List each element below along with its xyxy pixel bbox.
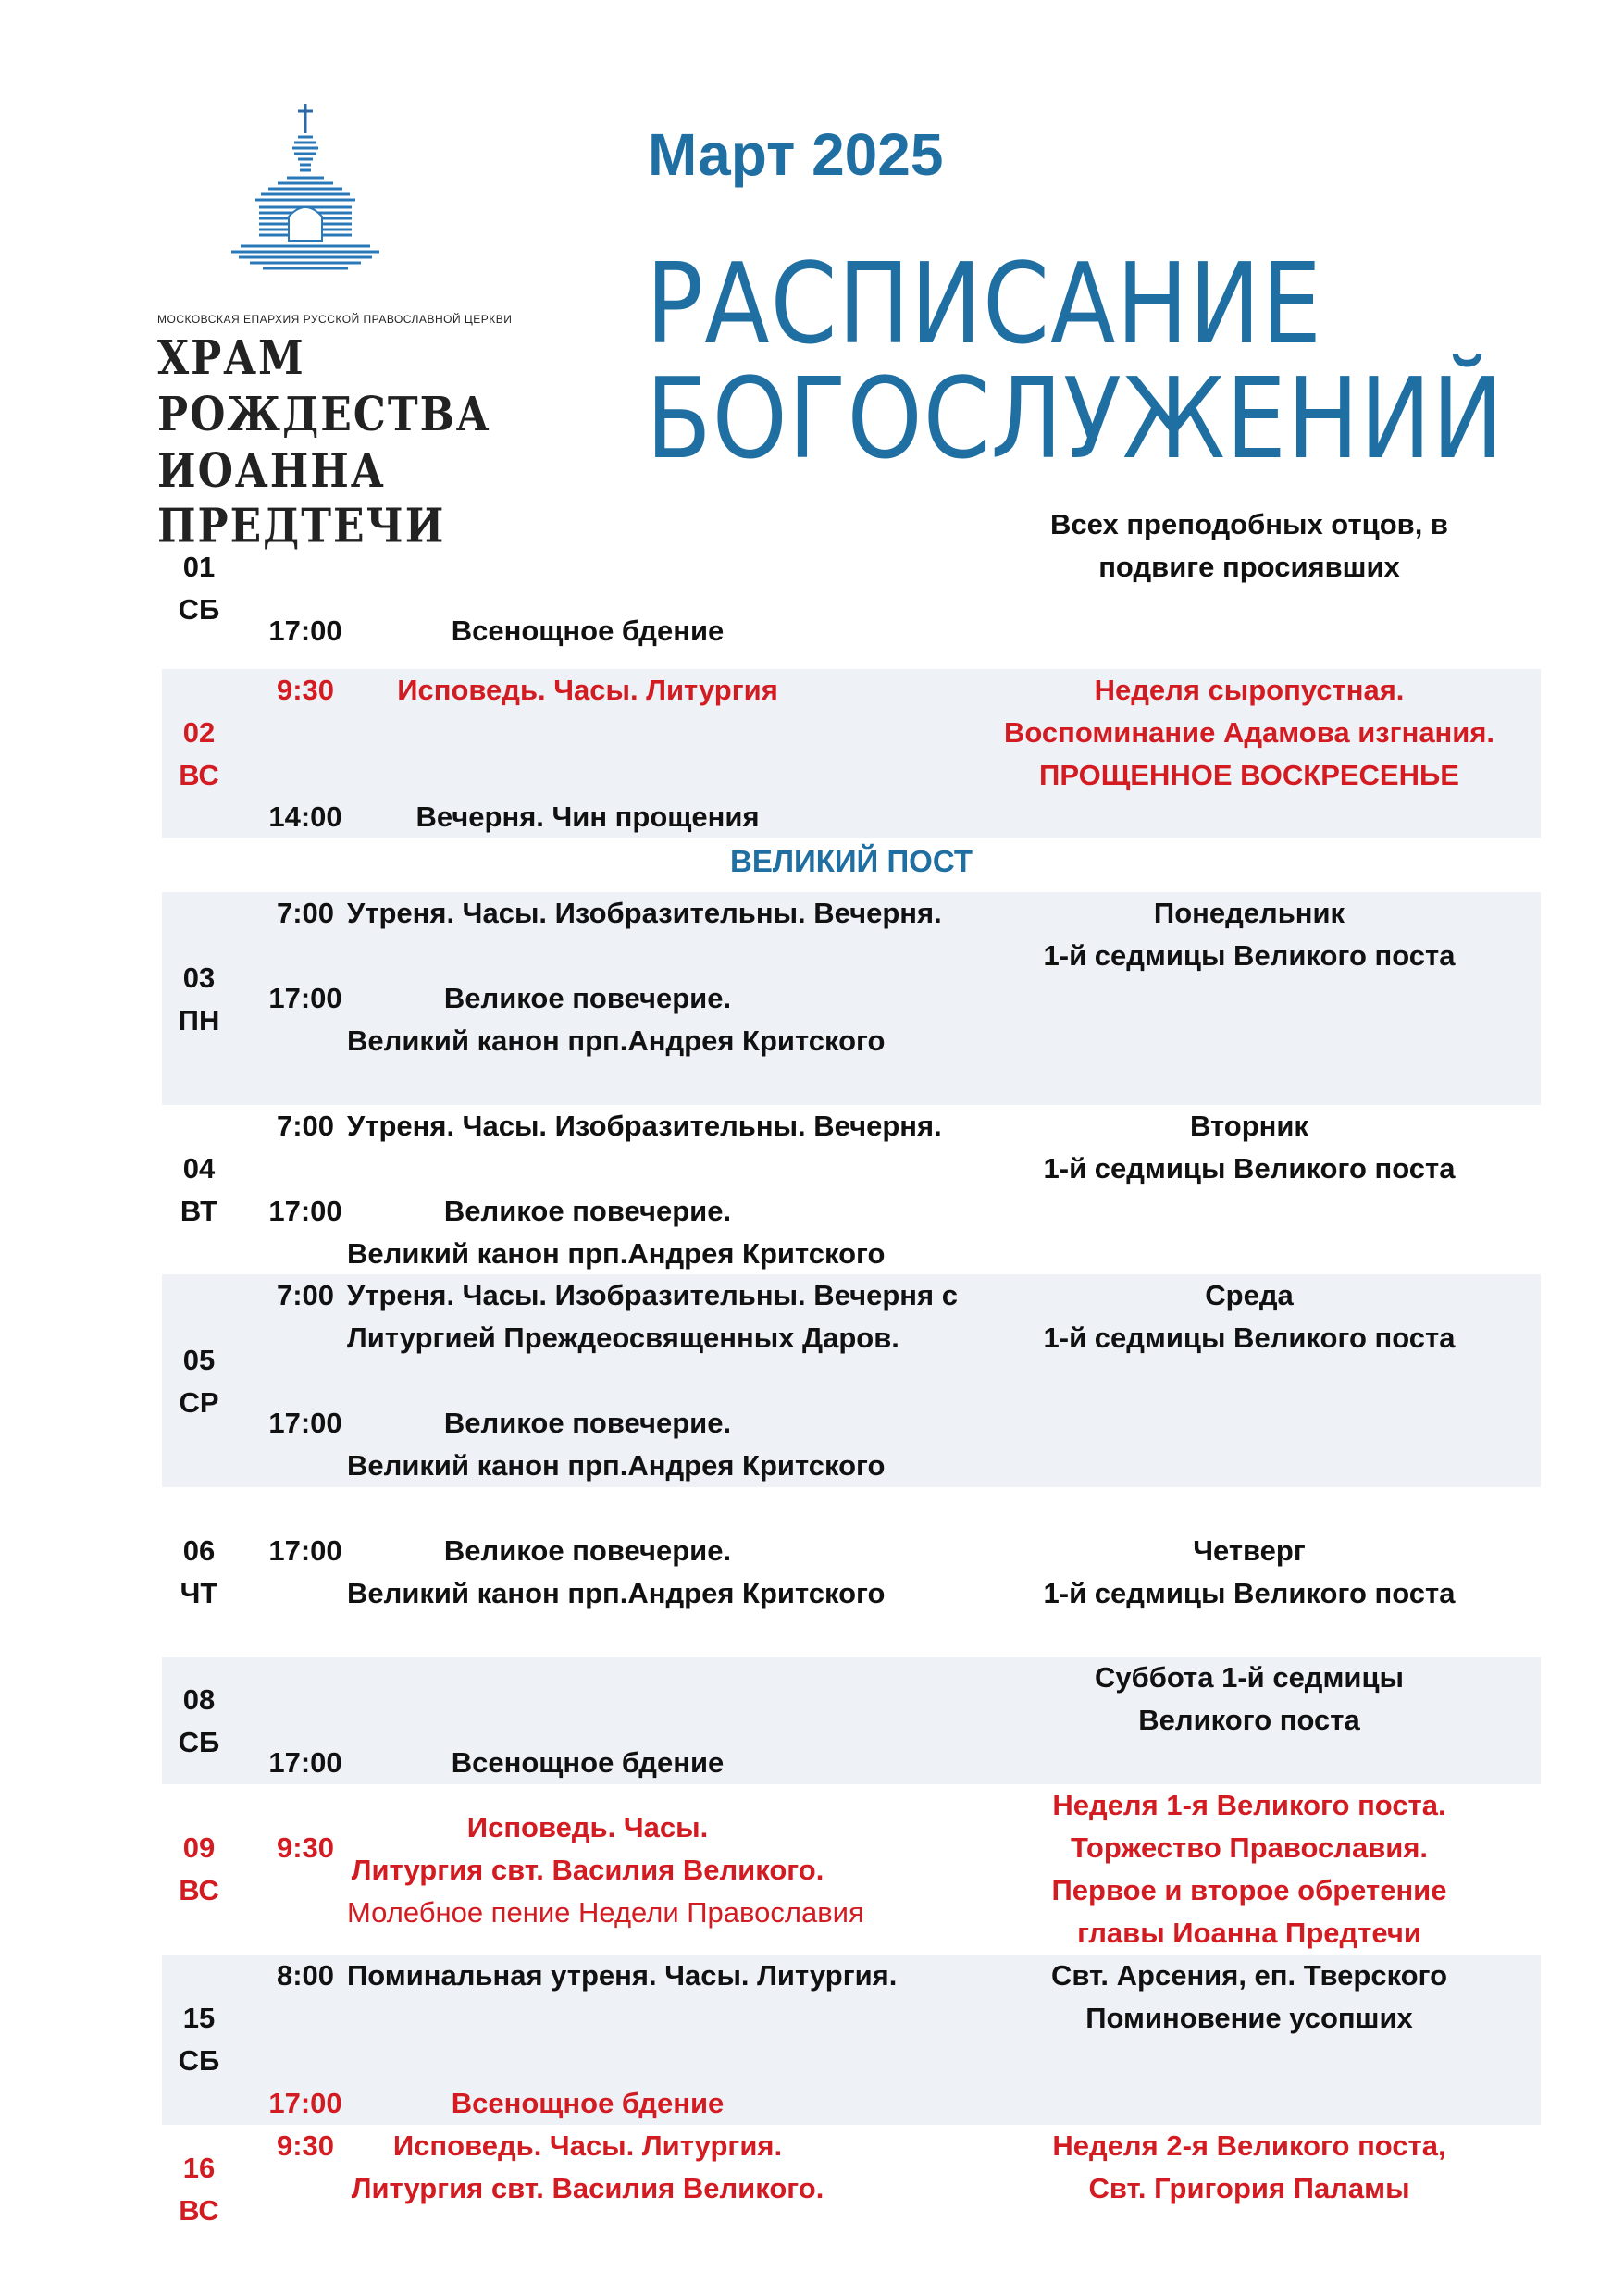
day-number: 05 bbox=[182, 1344, 216, 1376]
logo-name-line: ИОАННА ПРЕДТЕЧИ bbox=[157, 443, 446, 554]
service-name: Литургия свт. Василия Великого. bbox=[351, 1854, 824, 1886]
schedule-title-line: БОГОСЛУЖЕНИЙ bbox=[646, 354, 1505, 484]
feast-line: Торжество Православия. bbox=[1070, 1831, 1429, 1864]
service-name: Утреня. Часы. Изобразительны. Вечерня. bbox=[347, 1110, 942, 1142]
day-block bbox=[162, 1487, 1541, 1657]
feast-line: Всех преподобных отцов, в bbox=[1050, 508, 1448, 540]
day-block bbox=[162, 892, 1541, 1105]
day-of-week: ПН bbox=[178, 1004, 220, 1036]
feast-line: 1-й седмицы Великого поста bbox=[1043, 1322, 1456, 1354]
service-name: Великое повечерие. bbox=[443, 1195, 732, 1227]
day-block bbox=[162, 1657, 1541, 1784]
lent-heading bbox=[162, 838, 1541, 892]
service-time: 17:00 bbox=[268, 1407, 342, 1439]
feast-line: 1-й седмицы Великого поста bbox=[1043, 1577, 1456, 1609]
service-name: Великое повечерие. bbox=[443, 1407, 732, 1439]
service-name: Всенощное бдение bbox=[451, 2087, 725, 2119]
service-name: Великий канон прп.Андрея Критского bbox=[347, 1237, 886, 1270]
day-block bbox=[162, 1784, 1541, 1955]
service-time: 17:00 bbox=[268, 2087, 342, 2119]
day-of-week: ВТ bbox=[180, 1195, 218, 1227]
service-time: 9:30 bbox=[276, 674, 335, 706]
service-name: Великий канон прп.Андрея Критского bbox=[347, 1449, 886, 1482]
day-block bbox=[162, 2125, 1541, 2236]
day-number: 08 bbox=[182, 1683, 216, 1716]
day-of-week: ЧТ bbox=[180, 1577, 218, 1609]
service-time: 17:00 bbox=[268, 1746, 342, 1779]
service-name: Молебное пение Недели Православия bbox=[347, 1896, 864, 1929]
feast-line: Суббота 1-й седмицы bbox=[1094, 1661, 1405, 1694]
service-time: 9:30 bbox=[276, 1831, 335, 1864]
month-title: Март 2025 bbox=[648, 121, 944, 188]
feast-line: Свт. Григория Паламы bbox=[1088, 2172, 1410, 2204]
day-block bbox=[162, 490, 1541, 669]
service-name: Великое повечерие. bbox=[443, 1534, 732, 1567]
service-name: Исповедь. Часы. bbox=[466, 1811, 709, 1843]
feast-line: ПРОЩЕННОЕ ВОСКРЕСЕНЬЕ bbox=[1039, 759, 1459, 791]
feast-line: 1-й седмицы Великого поста bbox=[1043, 939, 1456, 972]
feast-line: Среда bbox=[1205, 1279, 1294, 1311]
day-of-week: ВС bbox=[179, 759, 219, 791]
service-time: 17:00 bbox=[268, 1534, 342, 1567]
service-time: 8:00 bbox=[276, 1959, 335, 1992]
feast-line: главы Иоанна Предтечи bbox=[1077, 1917, 1421, 1949]
day-of-week: ВС bbox=[179, 1874, 219, 1906]
feast-line: Первое и второе обретение bbox=[1051, 1874, 1447, 1906]
lent-heading-text: ВЕЛИКИЙ ПОСТ bbox=[729, 844, 973, 878]
service-time: 7:00 bbox=[276, 897, 335, 929]
feast-line: Неделя 1-я Великого поста. bbox=[1052, 1789, 1446, 1821]
schedule-title bbox=[646, 241, 1505, 484]
logo-subtitle: МОСКОВСКАЯ ЕПАРХИЯ РУССКОЙ ПРАВОСЛАВНОЙ ЦЕРКВИ bbox=[157, 313, 513, 326]
service-name: Поминальная утреня. Часы. Литургия. bbox=[347, 1959, 898, 1992]
service-time: 7:00 bbox=[276, 1110, 335, 1142]
feast-line: Неделя 2-я Великого поста, bbox=[1052, 2129, 1446, 2162]
day-of-week: СБ bbox=[178, 1726, 220, 1758]
service-time: 14:00 bbox=[268, 800, 342, 833]
day-number: 16 bbox=[182, 2152, 216, 2184]
feast-line: Вторник bbox=[1190, 1110, 1308, 1142]
day-number: 01 bbox=[182, 551, 216, 583]
schedule-table bbox=[162, 490, 1541, 2236]
day-number: 02 bbox=[182, 716, 216, 749]
day-number: 03 bbox=[182, 962, 216, 994]
feast-line: Четверг bbox=[1193, 1534, 1306, 1567]
logo-name-line: ХРАМ РОЖДЕСТВА bbox=[157, 331, 491, 442]
day-block bbox=[162, 1955, 1541, 2125]
day-block bbox=[162, 1274, 1541, 1487]
day-number: 15 bbox=[182, 2002, 216, 2034]
service-name: Всенощное бдение bbox=[451, 614, 725, 647]
service-name: Великое повечерие. bbox=[443, 982, 732, 1014]
day-block bbox=[162, 1105, 1541, 1274]
service-name: Великий канон прп.Андрея Критского bbox=[347, 1577, 886, 1609]
day-block bbox=[162, 669, 1541, 838]
day-number: 06 bbox=[182, 1534, 216, 1567]
service-time: 17:00 bbox=[268, 614, 342, 647]
feast-line: Поминовение усопших bbox=[1085, 2002, 1413, 2034]
service-name: Утреня. Часы. Изобразительны. Вечерня с bbox=[347, 1279, 958, 1311]
service-time: 7:00 bbox=[276, 1279, 335, 1311]
service-time: 9:30 bbox=[276, 2129, 335, 2162]
service-name: Великий канон прп.Андрея Критского bbox=[347, 1024, 886, 1057]
day-of-week: СБ bbox=[178, 593, 220, 626]
day-number: 09 bbox=[182, 1831, 216, 1864]
service-name: Всенощное бдение bbox=[451, 1746, 725, 1779]
day-of-week: СР bbox=[179, 1386, 219, 1419]
feast-line: Понедельник bbox=[1153, 897, 1345, 929]
day-of-week: СБ bbox=[178, 2044, 220, 2077]
church-logo bbox=[157, 102, 513, 554]
feast-line: 1-й седмицы Великого поста bbox=[1043, 1152, 1456, 1185]
day-number: 04 bbox=[182, 1152, 216, 1185]
service-name: Вечерня. Чин прощения bbox=[415, 800, 760, 833]
service-name: Литургия свт. Василия Великого. bbox=[351, 2172, 824, 2204]
service-name: Исповедь. Часы. Литургия bbox=[397, 674, 778, 706]
service-time: 17:00 bbox=[268, 1195, 342, 1227]
feast-line: Воспоминание Адамова изгнания. bbox=[1003, 716, 1495, 749]
service-name: Исповедь. Часы. Литургия. bbox=[392, 2129, 783, 2162]
feast-line: Свт. Арсения, еп. Тверского bbox=[1050, 1959, 1448, 1992]
service-time: 17:00 bbox=[268, 982, 342, 1014]
feast-line: Великого поста bbox=[1138, 1704, 1360, 1736]
service-name: Утреня. Часы. Изобразительны. Вечерня. bbox=[347, 897, 942, 929]
feast-line: подвиге просиявших bbox=[1098, 551, 1400, 583]
church-icon bbox=[231, 102, 379, 287]
schedule-title-line: РАСПИСАНИЕ bbox=[646, 241, 1322, 369]
service-name: Литургией Преждеосвященных Даров. bbox=[347, 1322, 899, 1354]
day-of-week: ВС bbox=[179, 2194, 219, 2227]
feast-line: Неделя сыропустная. bbox=[1094, 674, 1405, 706]
